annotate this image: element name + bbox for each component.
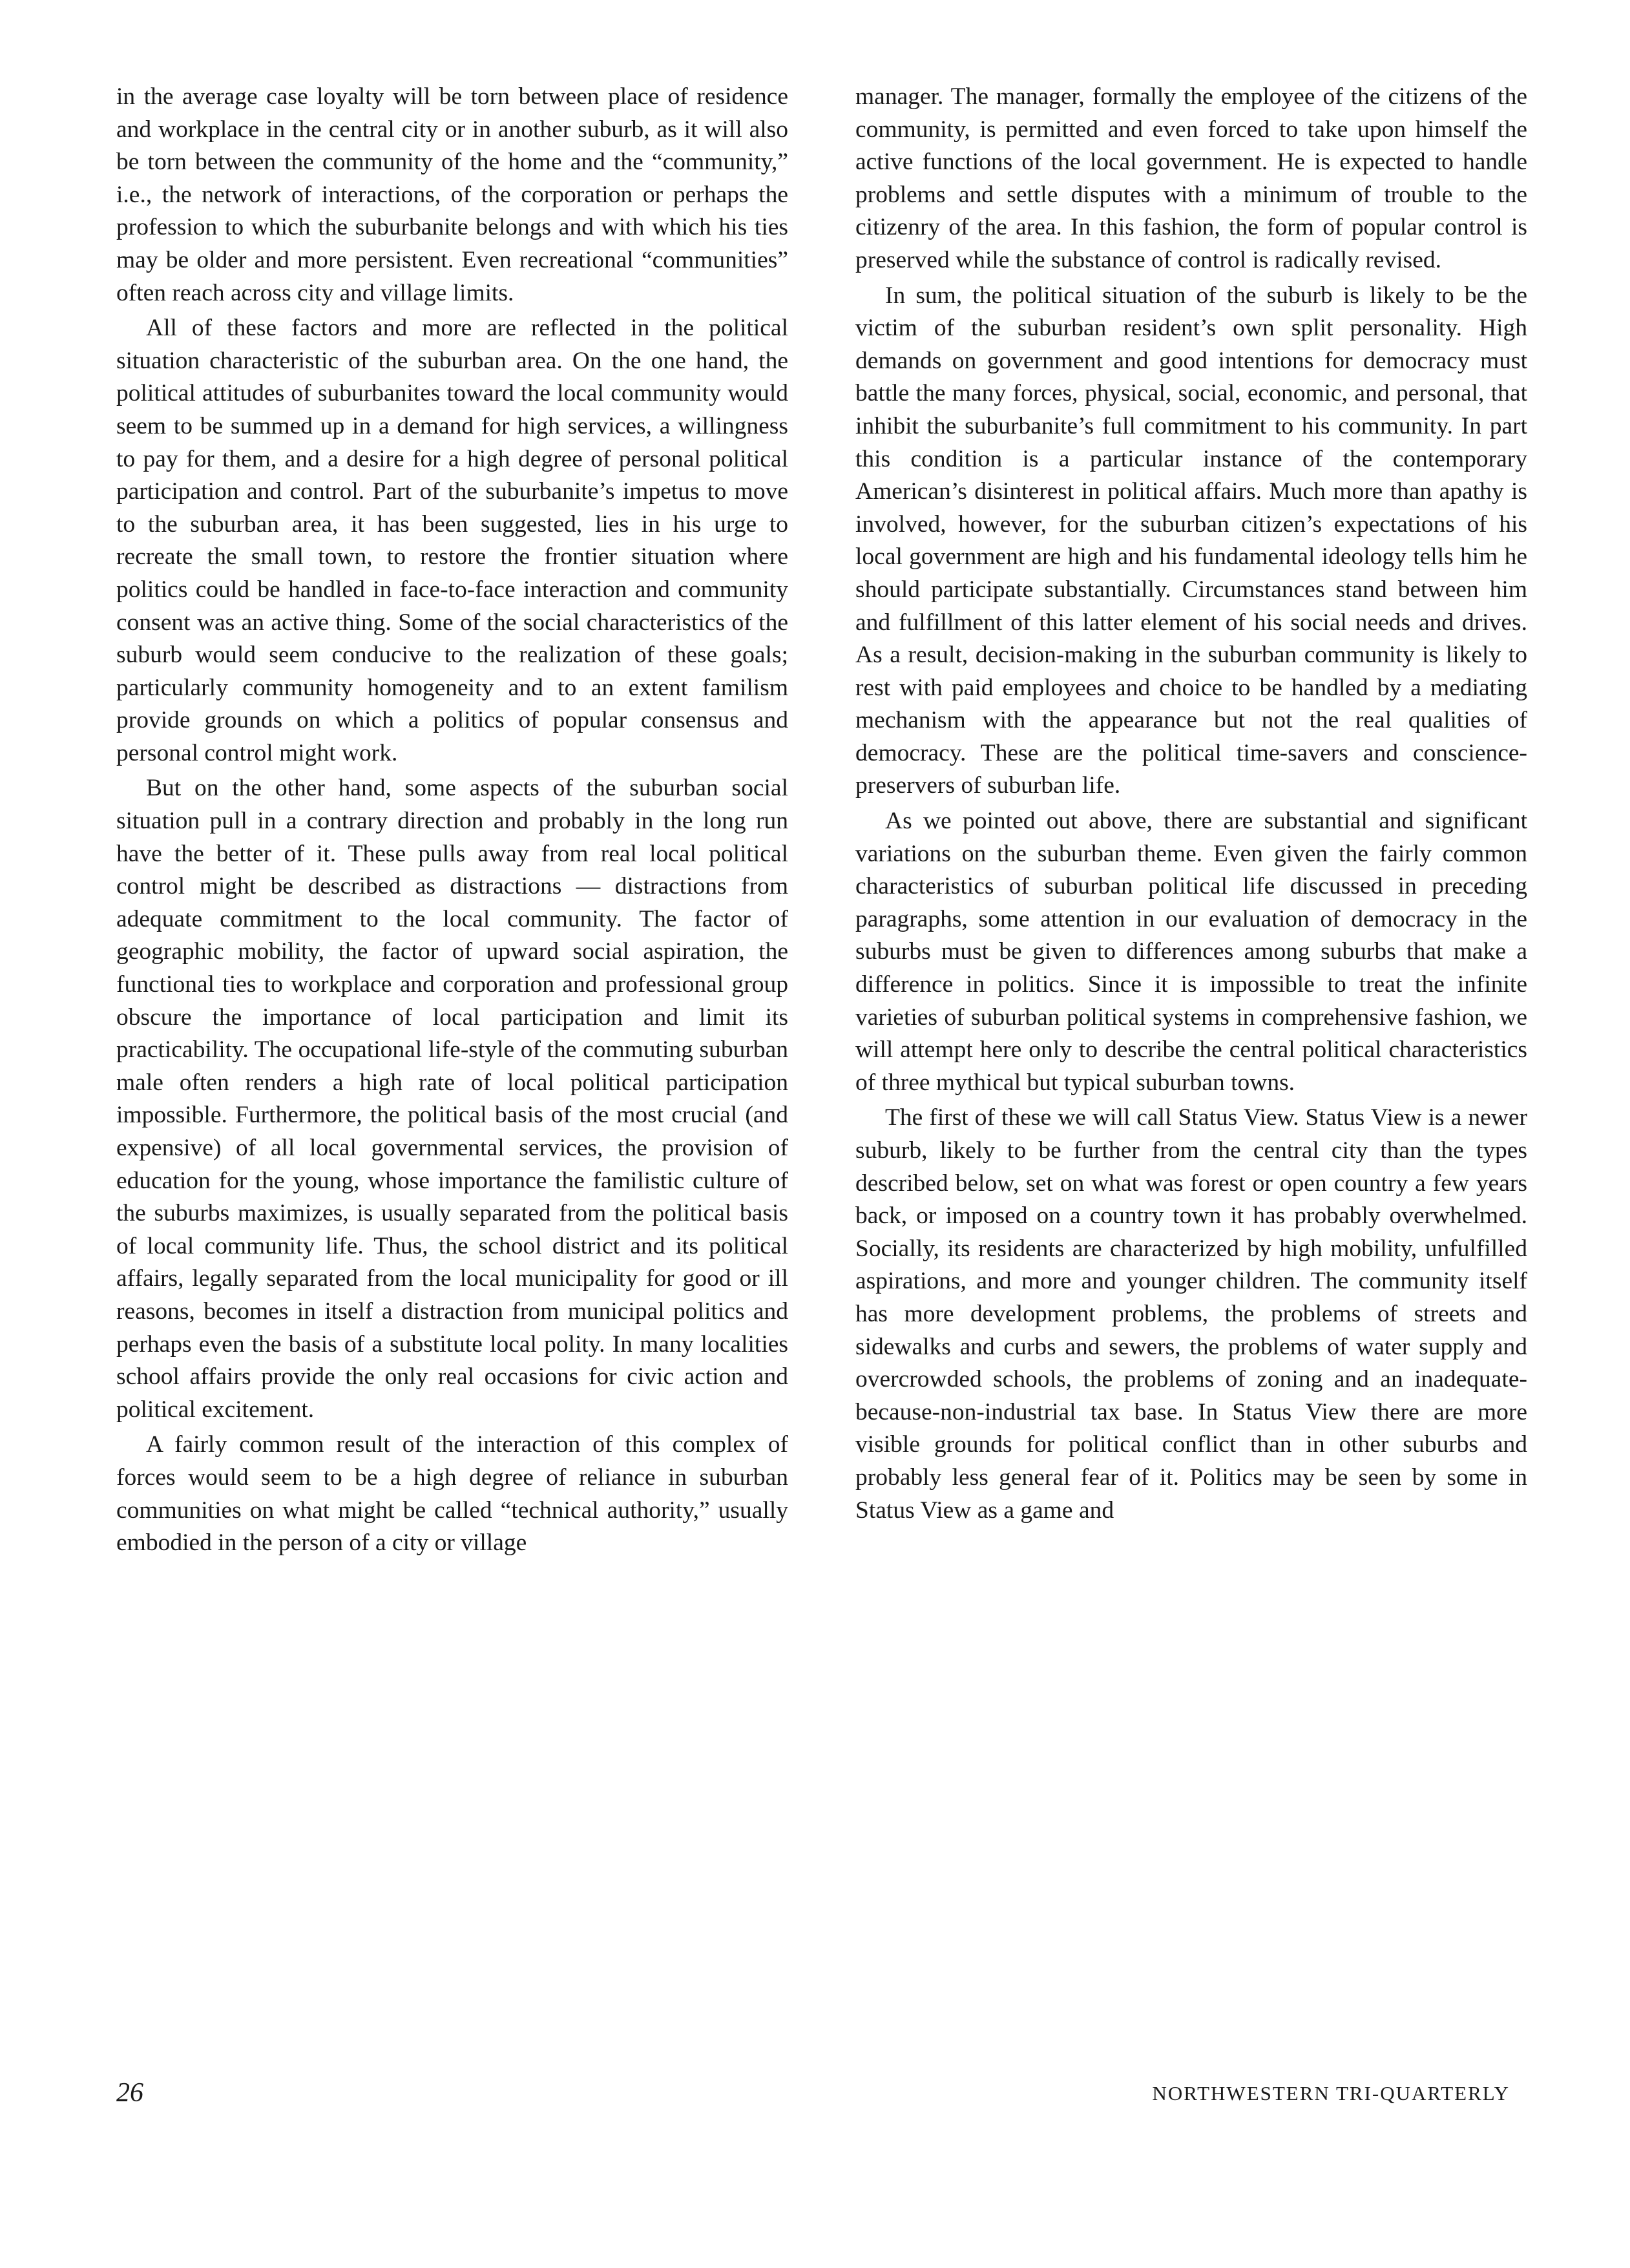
- paragraph: In sum, the political situation of the suburb is likely to be the victim of the suburban resident’s own split personality. High demands on government and good intentions for democracy must battle the many forces, physical, social, economic, and personal, that inhibit the suburbanite’s full commitment to his community. In part this condition is a particular instance of the contemporary American’s disinterest in political affairs. Much more than apathy is involved, however, for the suburban citizen’s expectations of his local government are high and his fundamental ideology tells him he should participate substantially. Circumstances stand between him and fulfillment of this latter element of his social needs and drives. As a result, decision-making in the suburban community is likely to rest with paid employees and choice to be handled by a mediating mechanism with the appearance but not the real qualities of democracy. These are the political time-savers and conscience-preservers of suburban life.: [855, 282, 1527, 799]
- paragraph: As we pointed out above, there are substantial and significant variations on the suburban theme. Even given the fairly common characteristics of suburban political life discussed in preceding paragraphs, some attention in our evaluation of democracy in the suburbs must be given to differences among suburbs that make a difference in politics. Since it is impossible to treat the infinite varieties of suburban political systems in comprehensive fashion, we will attempt here only to describe the central political characteristics of three mythical but typical suburban towns.: [855, 808, 1527, 1096]
- right-column: [855, 81, 1527, 1529]
- paragraph: manager. The manager, formally the employee of the citizens of the community, is permitted and even forced to take upon himself the active functions of the local government. He is expected to handle problems and settle disputes with a minimum of trouble to the citizenry of the area. In this fashion, the form of popular control is preserved while the substance of control is radically revised.: [855, 83, 1527, 273]
- paragraph: in the average case loyalty will be torn between place of residence and workplace in the central city or in another suburb, as it will also be torn between the community of the home and the “community,” i.e., the network of interactions, of the corporation or perhaps the profession to which the suburbanite belongs and with which his ties may be older and more persistent. Even recreational “communities” often reach across city and village limits.: [116, 83, 788, 306]
- paragraph: A fairly common result of the interaction of this complex of forces would seem to be a high degree of reliance in suburban communities on what might be called “technical authority,” usually embodied in the person of a city or village: [116, 1431, 788, 1557]
- paragraph: But on the other hand, some aspects of the suburban social situation pull in a contrary direction and probably in the long run have the better of it. These pulls away from real local political control might be described as distractions — distractions from adequate commitment to the local community. The factor of geographic mobility, the factor of upward social aspiration, the functional ties to workplace and corporation and professional group obscure the importance of local participation and limit its practicability. The occupational life-style of the commuting suburban male often renders a high rate of local political participation impossible. Furthermore, the political basis of the most crucial (and expensive) of all local governmental services, the provision of education for the young, whose importance the familistic culture of the suburbs maximizes, is usually separated from the political basis of local community life. Thus, the school district and its political affairs, legally separated from the local municipality for good or ill reasons, becomes in itself a distraction from municipal politics and perhaps even the basis of a substitute local polity. In many localities school affairs provide the only real occasions for civic action and political excitement.: [116, 775, 788, 1423]
- journal-title: NORTHWESTERN TRI-QUARTERLY: [1152, 2082, 1510, 2105]
- page-number: 26: [116, 2078, 143, 2108]
- paragraph: The first of these we will call Status View. Status View is a newer suburb, likely to be further from the central city than the types described below, set on what was forest or open country a few years back, or imposed on a country town it has probably overwhelmed. Socially, its residents are characterized by high mobility, unfulfilled aspirations, and more and younger children. The community itself has more development problems, the problems of streets and sidewalks and curbs and sewers, the problems of water supply and overcrowded schools, the problems of zoning and an inadequate-because-non-industrial tax base. In Status View there are more visible grounds for political conflict than in other suburbs and probably less general fear of it. Politics may be seen by some in Status View as a game and: [855, 1104, 1527, 1524]
- left-column: [116, 81, 788, 1562]
- paragraph: All of these factors and more are reflected in the political situation characteristic of the suburban area. On the one hand, the political attitudes of suburbanites toward the local community would seem to be summed up in a demand for high services, a willingness to pay for them, and a desire for a high degree of personal political participation and control. Part of the suburbanite’s impetus to move to the suburban area, it has been suggested, lies in his urge to recreate the small town, to restore the frontier situation where politics could be handled in face-to-face interaction and community consent was an active thing. Some of the social characteristics of the suburb would seem conducive to the realization of these goals; particularly community homogeneity and to an extent familism provide grounds on which a politics of popular consensus and personal control might work.: [116, 315, 788, 766]
